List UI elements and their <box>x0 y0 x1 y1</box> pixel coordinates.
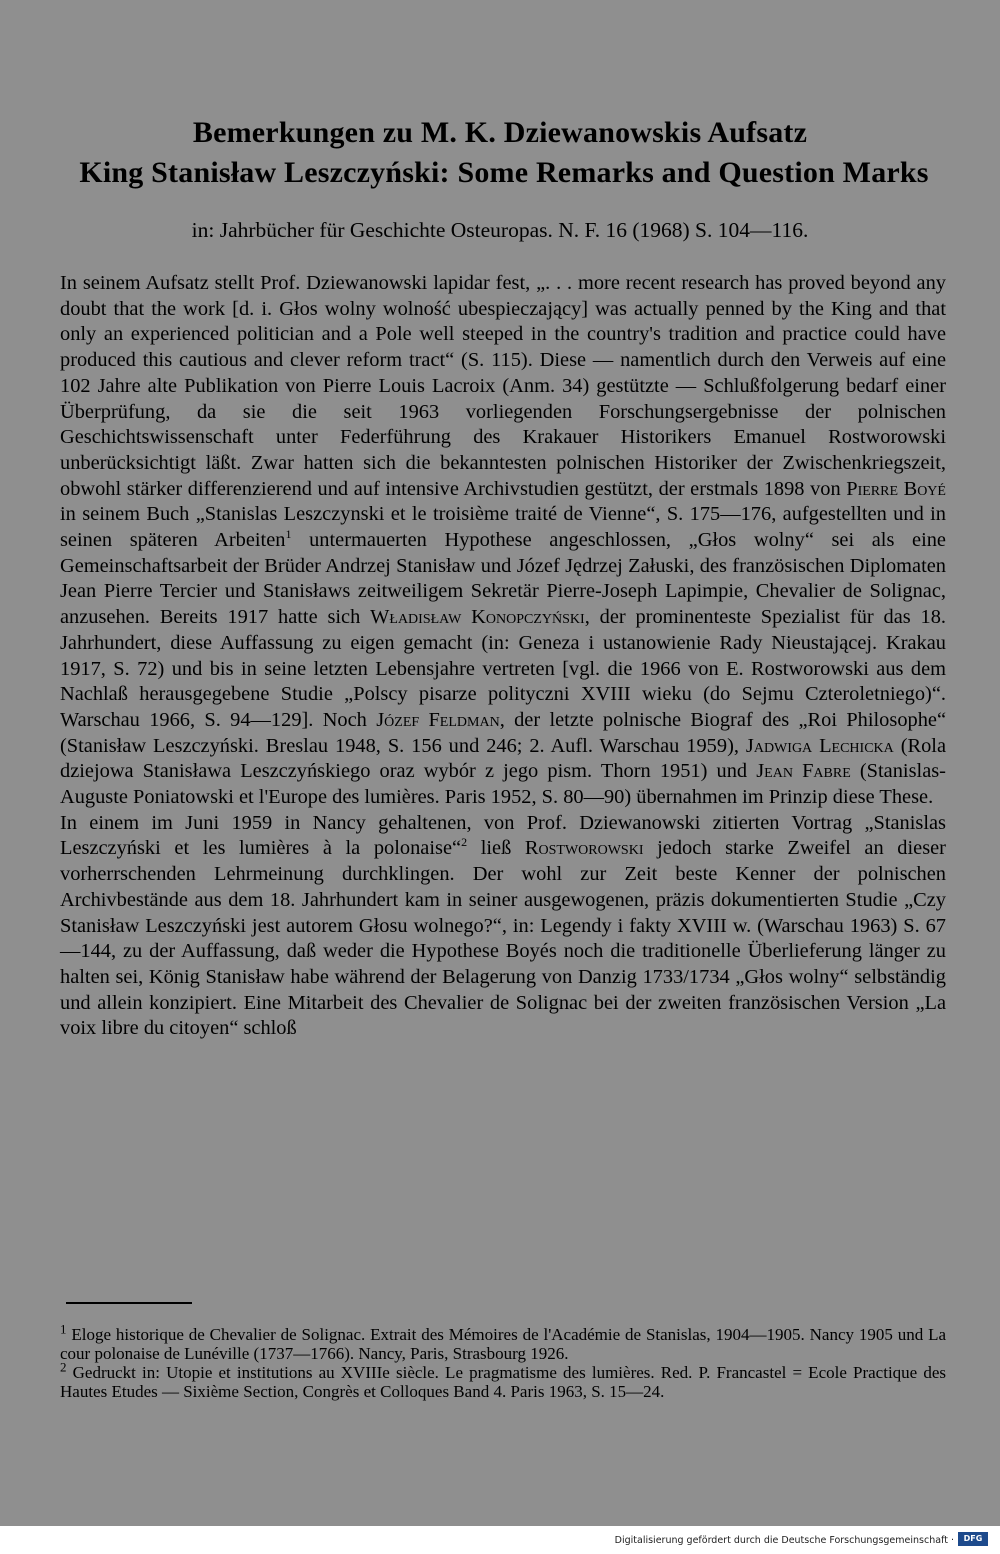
author-name-fabre: Jean Fabre <box>756 760 851 783</box>
footnote-number: 1 <box>60 1321 67 1337</box>
text-run: , der letzte polnische Biograf des „Roi Philosophe“ (Stanisław Leszczyński. Breslau 1948, S. 156 und 246; 2. Aufl. Warschau 1959), <box>60 708 946 757</box>
footnote-2 <box>60 1359 947 1401</box>
text-run: in seinem Buch „Stanislas Leszczynski et le troisième traité de Vienne“, S. 175—176, aufgestellten und in seinen späteren Arbeiten <box>60 503 946 552</box>
text-run: In seinem Aufsatz stellt Prof. Dziewanowski lapidar fest, „. . . more recent research has proved beyond any doubt that the work [d. i. Głos wolny wolność ubespieczający] was actually penned by the King and that only an experienced politician and a Pole well steeped in the country's tradition and practice could have produced this cautious and clever reform tract“ (S. 115). Diese — namentlich durch den Verweis auf eine 102 Jahre alte Publikation von Pierre Louis Lacroix (Anm. 34) gestützte — Schlußfolgerung bedarf einer Überprüfung, da sie die seit 1963 vorliegenden Forschungsergebnisse der polnischen Geschichtswissenschaft unter Federführung des Krakauer Historikers Emanuel Rostworowski unberücksichtigt läßt. Zwar hatten sich die bekanntesten polnischen Historiker der Zwischenkriegszeit, obwohl stärker differenzierend und auf intensive Archivstudien gestützt, der erstmals 1898 von <box>60 272 946 500</box>
dfg-logo-icon: DFG <box>958 1532 988 1546</box>
paragraph-1 <box>60 271 946 811</box>
text-run: untermauerten Hypothese angeschlossen, „Głos wolny“ sei als eine Gemeinschaftsarbeit der Brüder Andrzej Stanisław und Józef Jędrzej Załuski, des französischen Diplomaten Jean Pierre Tercier und Stanisławs zeitweiligem Sekretär Pierre-Joseph Lapimpie, Chevalier de Solignac, anzusehen. Bereits 1917 hatte sich <box>60 529 946 629</box>
article-title-line-1: Bemerkungen zu M. K. Dziewanowskis Aufsatz <box>192 116 808 149</box>
text-run: (Stanislas-Auguste Poniatowski et l'Europe des lumières. Paris 1952, S. 80—90) übernahmen im Prinzip diese These. <box>60 760 946 809</box>
footnotes <box>60 1321 947 1402</box>
text-run: , der prominenteste Spezialist für das 18. Jahrhundert, diese Auffassung zu eigen gemacht (in: Geneza i ustanowienie Rady Nieustającej. Krakau 1917, S. 72) und bis in seine letzten Lebensjahre vertreten [vgl. die 1966 von E. Rostworowski aus dem Nachlaß herausgegebene Studie „Polscy pisarze polityczni XVIII wieku (do Sejmu Czteroletniego)“. Warschau 1966, S. 94—129]. Noch <box>60 606 946 731</box>
footnote-text: Gedruckt in: Utopie et institutions au XVIIIe siècle. Le pragmatisme des lumières. Red. P. Francastel = Ecole Practique des Hautes Etudes — Sixième Section, Congrès et Colloques Band 4. Paris 1963, S. 15—24. <box>60 1363 947 1401</box>
footnote-text: Eloge historique de Chevalier de Solignac. Extrait des Mémoires de l'Académie de Stanislas, 1904—1905. Nancy 1905 und La cour polonaise de Lunéville (1737—1766). Nancy, Paris, Strasbourg 1926. <box>60 1325 947 1363</box>
text-run: In einem im Juni 1959 in Nancy gehaltenen, von Prof. Dziewanowski zitierten Vortrag „Stanislas Leszczyński et les lumières à la polonaise“ <box>60 811 946 860</box>
article-title-line-2: King Stanisław Leszczyński: Some Remarks and Question Marks <box>79 156 929 189</box>
footnote-1 <box>60 1321 947 1363</box>
text-run: jedoch starke Zweifel an dieser vorherrschenden Lehrmeinung durchklingen. Der wohl zur Zeit beste Kenner der polnischen Archivbestände aus dem 18. Jahrhundert kam in seiner ausgewogenen, präzis dokumentierten Studie „Czy Stanisław Leszczyński jest autorem Głosu wolnego?“, in: Legendy i fakty XVIII w. (Warschau 1963) S. 67—144, zu der Auffassung, daß weder die Hypothese Boyés noch die traditionelle Überlieferung länger zu halten sei, König Stanisław habe während der Belagerung von Danzig 1733/1734 „Głos wolny“ selbständig und allein konzipiert. Eine Mitarbeit des Chevalier de Solignac bei der zweiten französischen Version „La voix libre du citoyen“ schloß <box>60 837 946 1040</box>
text-run: ließ <box>480 837 512 860</box>
author-name-rostworowski: Rostworowski <box>524 837 644 860</box>
author-name-lechicka: Jadwiga Lechicka <box>745 734 894 757</box>
citation-line: in: Jahrbücher für Geschichte Osteuropas. N. F. 16 (1968) S. 104—116. <box>191 218 809 242</box>
credit-bar <box>0 1526 1000 1554</box>
footnote-ref-1: 1 <box>285 527 292 542</box>
body-text <box>60 271 946 1042</box>
footnote-separator <box>66 1302 192 1304</box>
author-name-boye: Pierre Boyé <box>846 477 946 500</box>
footnote-ref-2: 2 <box>461 835 468 850</box>
footnote-number: 2 <box>60 1359 67 1375</box>
text-run: (Rola dziejowa Stanisława Leszczyńskiego oraz wybór z jego pism. Thorn 1951) und <box>60 734 947 783</box>
funding-credit: Digitalisierung gefördert durch die Deutsche Forschungsgemeinschaft · <box>614 1535 954 1546</box>
author-name-feldman: Józef Feldman <box>376 708 500 731</box>
paragraph-2 <box>60 811 946 1042</box>
author-name-konopczynski: Władisław Konopczyński <box>370 606 585 629</box>
